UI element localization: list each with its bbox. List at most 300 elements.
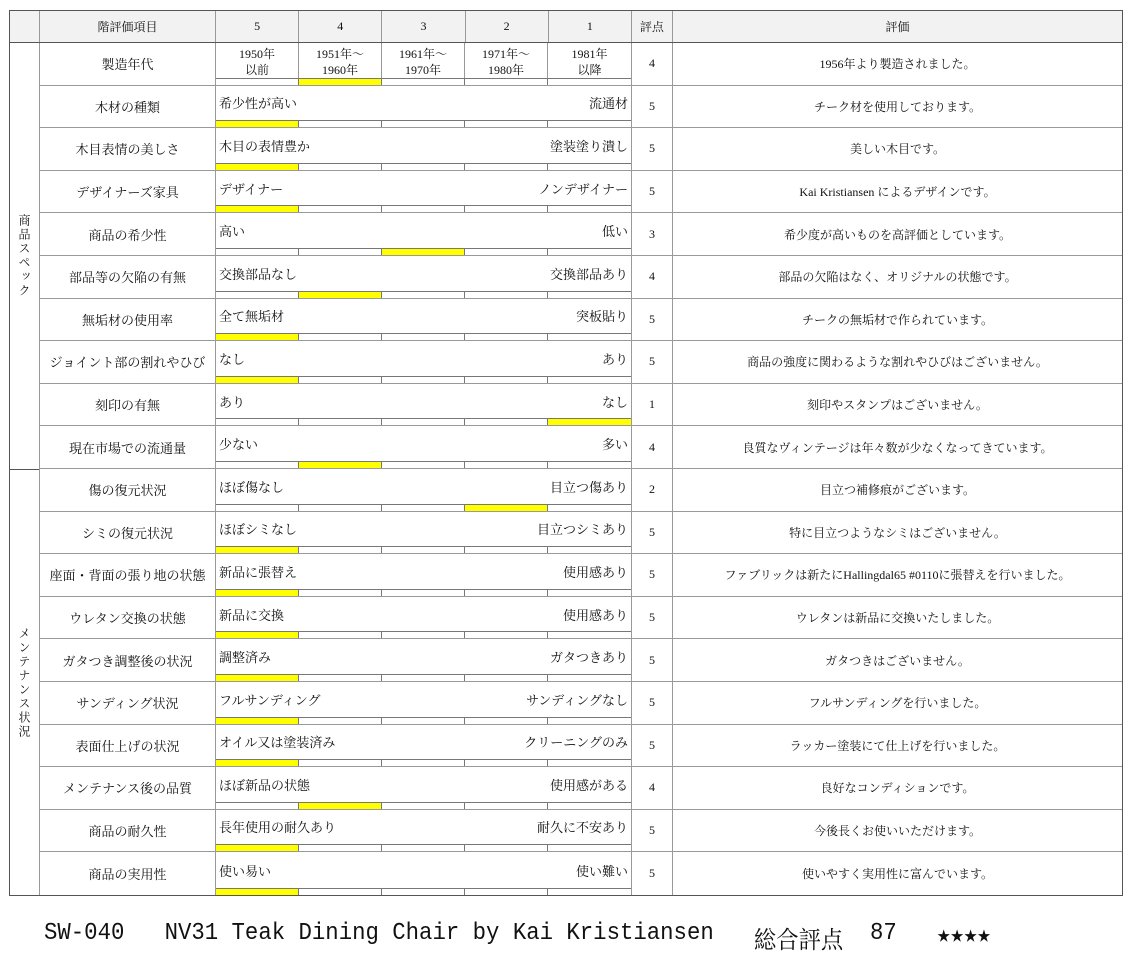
evaluation-text: フルサンディングを行いました。 bbox=[808, 696, 987, 711]
scale-right-label: 多い bbox=[601, 437, 628, 453]
scale-right-label: 使用感あり bbox=[562, 607, 628, 623]
score-bar-cell bbox=[216, 377, 299, 383]
scale-right-label: 耐久に不安あり bbox=[536, 820, 628, 836]
score-bar-cell bbox=[299, 206, 382, 212]
scale-labels bbox=[216, 171, 631, 206]
evaluation-text: 今後長くお使いいただけます。 bbox=[813, 823, 982, 838]
table-row bbox=[40, 639, 1122, 682]
evaluation-text: 美しい木目です。 bbox=[849, 142, 946, 157]
table-row bbox=[40, 682, 1122, 725]
category-label: 商品スペック bbox=[17, 214, 31, 298]
table-row bbox=[40, 128, 1122, 171]
score-bar-cell bbox=[548, 462, 631, 468]
rating-scale bbox=[216, 810, 632, 852]
scale-right-label: 突板貼り bbox=[575, 309, 628, 325]
score-bar bbox=[216, 333, 631, 340]
score-value: 5 bbox=[632, 341, 673, 383]
evaluation-text: 希少度が高いものを高評価としています。 bbox=[783, 227, 1012, 242]
score-bar-cell bbox=[382, 79, 465, 85]
score-value: 5 bbox=[632, 171, 673, 213]
score-value: 5 bbox=[632, 852, 673, 895]
score-bar-cell bbox=[548, 377, 631, 383]
rating-scale bbox=[216, 341, 632, 383]
table-row bbox=[40, 852, 1122, 895]
evaluation-text: 目立つ補修痕がございます。 bbox=[819, 483, 976, 498]
table-row bbox=[40, 384, 1122, 427]
score-bar-cell bbox=[382, 419, 465, 425]
year-range bbox=[382, 43, 465, 78]
scale-right-label: 塗装塗り潰し bbox=[549, 138, 628, 154]
score-value: 5 bbox=[632, 299, 673, 341]
scale-left-label: ほぼ新品の状態 bbox=[219, 777, 311, 793]
header-level: 5 bbox=[216, 11, 299, 42]
score-bar-cell bbox=[216, 590, 299, 596]
table-row bbox=[40, 767, 1122, 810]
header-score: 評点 bbox=[632, 11, 673, 42]
scale-left-label: 木目の表情豊か bbox=[219, 138, 311, 154]
item-name: 無垢材の使用率 bbox=[40, 299, 216, 341]
scale-right-label: 使い難い bbox=[575, 863, 628, 879]
item-name: ジョイント部の割れやひび bbox=[40, 341, 216, 383]
score-bar-cell bbox=[548, 590, 631, 596]
rating-scale bbox=[216, 213, 632, 255]
score-value: 4 bbox=[632, 426, 673, 468]
item-name: 商品の希少性 bbox=[40, 213, 216, 255]
score-bar-cell bbox=[382, 590, 465, 596]
scale-right-label: ガタつきあり bbox=[549, 650, 628, 666]
score-bar-cell bbox=[465, 121, 548, 127]
item-name: ウレタン交換の状態 bbox=[40, 597, 216, 639]
score-value: 5 bbox=[632, 810, 673, 852]
scale-labels bbox=[216, 213, 631, 248]
category-label: メンテナンス状況 bbox=[10, 469, 39, 895]
scale-labels bbox=[216, 852, 631, 888]
year-ranges bbox=[216, 43, 631, 78]
score-bar-cell bbox=[548, 121, 631, 127]
score-bar bbox=[216, 631, 631, 638]
scale-right-label: クリーニングのみ bbox=[524, 735, 628, 751]
scale-labels bbox=[216, 767, 631, 802]
evaluation-text: ウレタンは新品に交換いたしました。 bbox=[795, 611, 1000, 626]
header-level: 3 bbox=[382, 11, 465, 42]
score-bar-cell bbox=[465, 164, 548, 170]
score-bar-cell bbox=[216, 632, 299, 638]
score-bar-cell bbox=[548, 845, 631, 851]
table-row bbox=[40, 86, 1122, 129]
scale-labels bbox=[216, 128, 631, 163]
rating-scale bbox=[216, 852, 632, 895]
scale-right-label: 目立つ傷あり bbox=[549, 479, 628, 495]
score-bar-cell bbox=[465, 206, 548, 212]
rating-scale bbox=[216, 554, 632, 596]
score-bar-cell bbox=[548, 760, 631, 766]
score-bar-cell bbox=[548, 632, 631, 638]
scale-labels bbox=[216, 682, 631, 717]
score-value: 5 bbox=[632, 128, 673, 170]
header-category bbox=[10, 11, 40, 42]
scale-labels bbox=[216, 256, 631, 291]
score-bar-cell bbox=[382, 718, 465, 724]
scale-left-label: 使い易い bbox=[219, 863, 272, 879]
evaluation-text: 部品の欠陥はなく、オリジナルの状態です。 bbox=[778, 270, 1017, 285]
score-bar-cell bbox=[548, 718, 631, 724]
score-bar-cell bbox=[548, 164, 631, 170]
score-bar-cell bbox=[548, 547, 631, 553]
rating-scale bbox=[216, 256, 632, 298]
table-row bbox=[40, 171, 1122, 214]
score-bar-cell bbox=[548, 675, 631, 681]
table-row bbox=[40, 43, 1122, 86]
score-value: 4 bbox=[632, 43, 673, 85]
score-bar-cell bbox=[382, 121, 465, 127]
scale-left-label: フルサンディング bbox=[219, 692, 321, 708]
table-row bbox=[40, 725, 1122, 768]
evaluation-text: ガタつきはございません。 bbox=[825, 653, 970, 668]
score-bar-cell bbox=[465, 249, 548, 255]
item-name: 木目表情の美しさ bbox=[40, 128, 216, 170]
evaluation-text: ラッカー塗装にて仕上げを行いました。 bbox=[789, 738, 1006, 753]
table-row bbox=[40, 554, 1122, 597]
score-bar-cell bbox=[299, 249, 382, 255]
score-value: 5 bbox=[632, 682, 673, 724]
score-bar-cell bbox=[548, 249, 631, 255]
score-bar-cell bbox=[465, 718, 548, 724]
table-row bbox=[40, 256, 1122, 299]
header-level: 4 bbox=[299, 11, 382, 42]
score-bar bbox=[216, 376, 631, 383]
score-bar-cell bbox=[299, 121, 382, 127]
score-bar-cell bbox=[216, 249, 299, 255]
score-bar-cell bbox=[382, 334, 465, 340]
score-bar-cell bbox=[216, 334, 299, 340]
score-value: 5 bbox=[632, 512, 673, 554]
table-row bbox=[40, 597, 1122, 640]
score-value: 5 bbox=[632, 597, 673, 639]
evaluation-text: チーク材を使用しております。 bbox=[813, 99, 982, 114]
score-bar-cell bbox=[299, 547, 382, 553]
score-bar-cell bbox=[548, 419, 631, 425]
item-name: メンテナンス後の品質 bbox=[40, 767, 216, 809]
score-bar-cell bbox=[465, 505, 548, 511]
scale-labels bbox=[216, 554, 631, 589]
score-bar bbox=[216, 120, 631, 127]
rating-scale bbox=[216, 171, 632, 213]
scale-left-label: 少ない bbox=[219, 437, 259, 453]
header-item: 階評価項目 bbox=[40, 11, 216, 42]
score-bar-cell bbox=[216, 419, 299, 425]
item-name: 刻印の有無 bbox=[40, 384, 216, 426]
score-bar-cell bbox=[465, 292, 548, 298]
scale-labels bbox=[216, 426, 631, 461]
rating-scale bbox=[216, 469, 632, 511]
score-bar bbox=[216, 163, 631, 170]
score-bar-cell bbox=[548, 889, 631, 895]
scale-left-label: 全て無垢材 bbox=[219, 309, 285, 325]
score-bar-cell bbox=[382, 377, 465, 383]
score-value: 5 bbox=[632, 725, 673, 767]
year-range-text: 1961年～ 1970年 bbox=[398, 47, 447, 77]
evaluation-text: チークの無垢材で作られています。 bbox=[801, 312, 994, 327]
evaluation-text: 刻印やスタンプはございません。 bbox=[807, 398, 988, 413]
scale-right-label: 使用感がある bbox=[549, 777, 628, 793]
table-row bbox=[40, 299, 1122, 342]
product-code: SW-040 bbox=[44, 920, 125, 947]
evaluation-text: 良質なヴィンテージは年々数が少なくなってきています。 bbox=[742, 440, 1053, 455]
table-row bbox=[40, 810, 1122, 853]
year-range-text: 1971年～ 1980年 bbox=[481, 47, 530, 77]
item-name: 商品の耐久性 bbox=[40, 810, 216, 852]
product-name: NV31 Teak Dining Chair by Kai Kristiansen bbox=[164, 920, 714, 947]
score-bar-cell bbox=[548, 334, 631, 340]
rating-scale bbox=[216, 384, 632, 426]
score-bar-cell bbox=[465, 760, 548, 766]
score-bar-cell bbox=[216, 803, 299, 809]
score-bar-cell bbox=[299, 292, 382, 298]
score-bar-cell bbox=[216, 292, 299, 298]
year-range bbox=[548, 43, 631, 78]
scale-right-label: 流通材 bbox=[588, 96, 628, 112]
score-value: 1 bbox=[632, 384, 673, 426]
item-name: シミの復元状況 bbox=[40, 512, 216, 554]
scale-labels bbox=[216, 639, 631, 674]
score-bar-cell bbox=[299, 718, 382, 724]
score-bar bbox=[216, 291, 631, 298]
score-bar-cell bbox=[299, 462, 382, 468]
scale-left-label: 調整済み bbox=[219, 650, 272, 666]
score-bar-cell bbox=[465, 590, 548, 596]
scale-right-label: 目立つシミあり bbox=[536, 522, 628, 538]
scale-left-label: 新品に交換 bbox=[219, 607, 285, 623]
score-bar-cell bbox=[299, 845, 382, 851]
score-bar-cell bbox=[216, 164, 299, 170]
score-value: 3 bbox=[632, 213, 673, 255]
score-bar-cell bbox=[382, 462, 465, 468]
scale-right-label: なし bbox=[601, 394, 628, 410]
score-bar-cell bbox=[465, 632, 548, 638]
item-name: 現在市場での流通量 bbox=[40, 426, 216, 468]
score-bar-cell bbox=[216, 206, 299, 212]
item-name: 座面・背面の張り地の状態 bbox=[40, 554, 216, 596]
score-bar-cell bbox=[548, 79, 631, 85]
score-bar-cell bbox=[216, 718, 299, 724]
score-bar-cell bbox=[299, 760, 382, 766]
evaluation-text: 良好なコンディションです。 bbox=[820, 781, 975, 796]
score-bar bbox=[216, 205, 631, 212]
score-bar-cell bbox=[299, 79, 382, 85]
score-bar-cell bbox=[548, 505, 631, 511]
year-range-text: 1951年～ 1960年 bbox=[315, 47, 364, 77]
score-bar bbox=[216, 78, 631, 85]
item-name: 部品等の欠陥の有無 bbox=[40, 256, 216, 298]
score-bar-cell bbox=[548, 292, 631, 298]
score-bar bbox=[216, 418, 631, 425]
scale-left-label: デザイナー bbox=[219, 181, 284, 197]
score-bar bbox=[216, 461, 631, 468]
score-value: 5 bbox=[632, 554, 673, 596]
score-bar-cell bbox=[299, 889, 382, 895]
score-bar-cell bbox=[548, 206, 631, 212]
evaluation-text: 1956年より製造されました。 bbox=[819, 57, 976, 72]
rating-scale bbox=[216, 682, 632, 724]
rating-scale bbox=[216, 597, 632, 639]
score-bar bbox=[216, 546, 631, 553]
score-bar-cell bbox=[465, 547, 548, 553]
scale-labels bbox=[216, 469, 631, 504]
score-bar-cell bbox=[216, 889, 299, 895]
score-bar bbox=[216, 674, 631, 681]
scale-labels bbox=[216, 299, 631, 334]
rating-scale bbox=[216, 299, 632, 341]
score-bar bbox=[216, 759, 631, 766]
rating-scale bbox=[216, 426, 632, 468]
score-bar bbox=[216, 717, 631, 724]
year-range bbox=[465, 43, 548, 78]
score-bar-cell bbox=[465, 419, 548, 425]
score-bar-cell bbox=[382, 803, 465, 809]
item-name: ガタつき調整後の状況 bbox=[40, 639, 216, 681]
item-name: サンディング状況 bbox=[40, 682, 216, 724]
total-score: 87 bbox=[869, 920, 897, 947]
scale-labels bbox=[216, 810, 631, 845]
evaluation-text: ファブリックは新たにHallingdal65 #0110に張替えを行いました。 bbox=[724, 568, 1071, 583]
rating-scale bbox=[216, 767, 632, 809]
scale-labels bbox=[216, 341, 631, 376]
item-name: 表面仕上げの状況 bbox=[40, 725, 216, 767]
score-bar-cell bbox=[299, 803, 382, 809]
table-row bbox=[40, 469, 1122, 512]
score-bar-cell bbox=[382, 889, 465, 895]
header-level: 1 bbox=[549, 11, 632, 42]
year-range-text: 1950年 以前 bbox=[238, 47, 275, 77]
scale-right-label: 低い bbox=[601, 224, 628, 240]
score-bar-cell bbox=[299, 590, 382, 596]
scale-left-label: なし bbox=[219, 351, 246, 367]
score-bar-cell bbox=[299, 675, 382, 681]
scale-right-label: ノンデザイナー bbox=[538, 181, 628, 197]
item-name: 傷の復元状況 bbox=[40, 469, 216, 511]
score-bar-cell bbox=[382, 505, 465, 511]
score-bar bbox=[216, 844, 631, 851]
table-row bbox=[40, 512, 1122, 555]
score-bar-cell bbox=[216, 79, 299, 85]
score-bar-cell bbox=[216, 845, 299, 851]
item-name: 木材の種類 bbox=[40, 86, 216, 128]
scale-labels bbox=[216, 597, 631, 632]
scale-labels bbox=[216, 86, 631, 121]
score-value: 4 bbox=[632, 767, 673, 809]
score-bar-cell bbox=[216, 462, 299, 468]
scale-labels bbox=[216, 512, 631, 547]
score-value: 5 bbox=[632, 86, 673, 128]
evaluation-text: 商品の強度に関わるような割れやひびはございません。 bbox=[747, 355, 1048, 370]
category-column bbox=[10, 43, 40, 895]
scale-left-label: 交換部品なし bbox=[219, 266, 298, 282]
rating-scale bbox=[216, 639, 632, 681]
rating-scale bbox=[216, 86, 632, 128]
score-bar-cell bbox=[216, 121, 299, 127]
score-bar-cell bbox=[548, 803, 631, 809]
item-name: デザイナーズ家具 bbox=[40, 171, 216, 213]
scale-right-label: 使用感あり bbox=[562, 564, 628, 580]
evaluation-text: Kai Kristiansen によるデザインです。 bbox=[799, 185, 996, 200]
total-label: 総合評点 bbox=[753, 929, 844, 956]
year-range bbox=[299, 43, 382, 78]
score-value: 4 bbox=[632, 256, 673, 298]
scale-right-label: あり bbox=[601, 351, 628, 367]
score-bar-cell bbox=[382, 675, 465, 681]
rating-scale bbox=[216, 725, 632, 767]
item-name: 製造年代 bbox=[40, 43, 216, 85]
score-bar-cell bbox=[465, 889, 548, 895]
score-bar-cell bbox=[216, 675, 299, 681]
score-bar-cell bbox=[465, 845, 548, 851]
score-bar-cell bbox=[299, 505, 382, 511]
score-bar bbox=[216, 504, 631, 511]
item-name: 商品の実用性 bbox=[40, 852, 216, 895]
score-bar-cell bbox=[299, 377, 382, 383]
score-bar-cell bbox=[465, 377, 548, 383]
score-bar-cell bbox=[299, 334, 382, 340]
score-bar-cell bbox=[299, 632, 382, 638]
year-range bbox=[216, 43, 299, 78]
scale-left-label: 新品に張替え bbox=[219, 564, 298, 580]
score-bar-cell bbox=[465, 334, 548, 340]
table-row bbox=[40, 426, 1122, 469]
scale-left-label: 希少性が高い bbox=[219, 96, 298, 112]
score-bar-cell bbox=[382, 845, 465, 851]
score-bar-cell bbox=[382, 206, 465, 212]
score-bar bbox=[216, 802, 631, 809]
score-bar-cell bbox=[465, 803, 548, 809]
score-bar-cell bbox=[216, 505, 299, 511]
header-evaluation: 評価 bbox=[885, 20, 910, 34]
scale-left-label: ほぼ傷なし bbox=[219, 479, 285, 495]
evaluation-text: 特に目立つようなシミはございません。 bbox=[789, 525, 1006, 540]
scale-left-label: オイル又は塗装済み bbox=[219, 735, 336, 751]
score-bar-cell bbox=[465, 79, 548, 85]
score-bar-cell bbox=[216, 547, 299, 553]
table-body bbox=[40, 43, 1122, 895]
evaluation-text: 使いやすく実用性に富んでいます。 bbox=[801, 867, 994, 882]
score-bar-cell bbox=[382, 632, 465, 638]
score-bar-cell bbox=[382, 164, 465, 170]
scale-right-label: サンディングなし bbox=[525, 692, 628, 708]
scale-right-label: 交換部品あり bbox=[549, 266, 628, 282]
evaluation-table bbox=[9, 10, 1123, 896]
table-row bbox=[40, 341, 1122, 384]
score-bar-cell bbox=[382, 547, 465, 553]
header-level: 2 bbox=[466, 11, 549, 42]
scale-left-label: ほぼシミなし bbox=[219, 522, 298, 538]
scale-left-label: 長年使用の耐久あり bbox=[219, 820, 337, 836]
star-rating: ★★★★ bbox=[936, 923, 991, 950]
scale-labels bbox=[216, 384, 631, 419]
score-bar-cell bbox=[465, 462, 548, 468]
rating-scale bbox=[216, 128, 632, 170]
scale-left-label: あり bbox=[219, 394, 246, 410]
score-bar-cell bbox=[382, 249, 465, 255]
score-bar-cell bbox=[216, 760, 299, 766]
footer bbox=[44, 920, 991, 956]
scale-labels bbox=[216, 725, 631, 760]
scale-left-label: 高い bbox=[219, 224, 246, 240]
table-row bbox=[40, 213, 1122, 256]
score-value: 5 bbox=[632, 639, 673, 681]
score-bar bbox=[216, 589, 631, 596]
year-range-text: 1981年 以降 bbox=[571, 47, 608, 77]
score-bar bbox=[216, 888, 631, 895]
score-bar bbox=[216, 248, 631, 255]
